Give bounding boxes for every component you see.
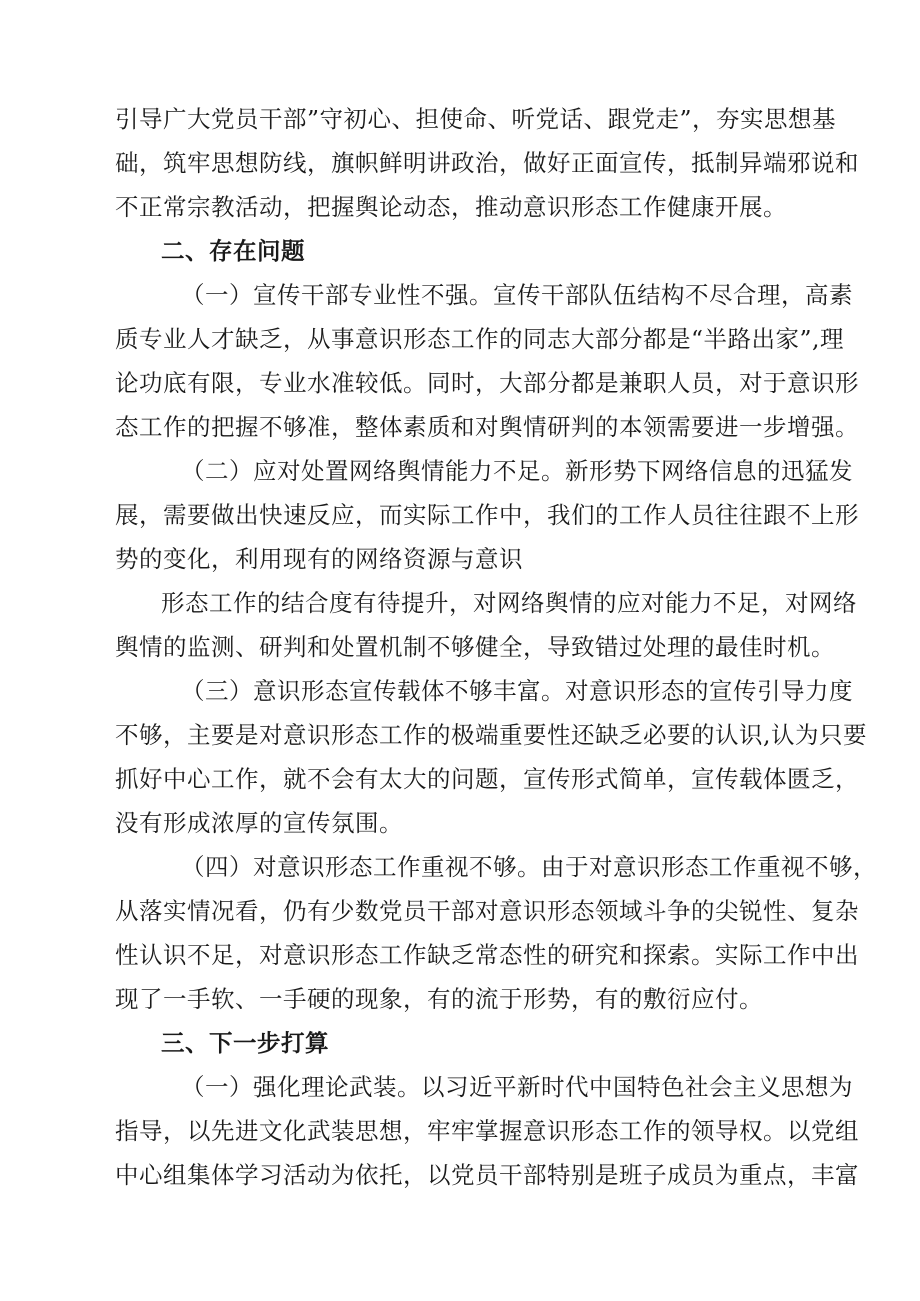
body-text-line: 现了一手软、一手硬的现象，有的流于形势，有的敷衍应付。 [115, 985, 763, 1013]
body-text-line: 舆情的监测、研判和处置机制不够健全，导致错过处理的最佳时机。 [115, 633, 835, 661]
body-text-line: 没有形成浓厚的宣传氛围。 [115, 809, 403, 837]
paragraph-first-line: （四）对意识形态工作重视不够。由于对意识形态工作重视不够， [181, 853, 877, 881]
body-text-line: 态工作的把握不够准，整体素质和对舆情研判的本领需要进一步增强。 [115, 413, 859, 441]
body-text-line: 础，筑牢思想防线，旗帜鲜明讲政治，做好正面宣传，抵制异端邪说和 [115, 149, 859, 177]
section-heading-next-steps: 三、下一步打算 [161, 1029, 329, 1057]
body-text-line: 指导，以先进文化武装思想，牢牢掌握意识形态工作的领导权。以党组 [115, 1117, 859, 1145]
body-text-line: 性认识不足，对意识形态工作缺乏常态性的研究和探索。实际工作中出 [115, 941, 859, 969]
paragraph-first-line: 形态工作的结合度有待提升，对网络舆情的应对能力不足，对网络 [161, 589, 857, 617]
body-text-line: 中心组集体学习活动为依托，以党员干部特别是班子成员为重点，丰富 [115, 1161, 859, 1189]
body-text-line: 势的变化，利用现有的网络资源与意识 [115, 545, 523, 573]
body-text-line: 质专业人才缺乏，从事意识形态工作的同志大部分都是“半路出家”,理 [115, 325, 844, 353]
body-text-line: 不够，主要是对意识形态工作的极端重要性还缺乏必要的认识,认为只要 [115, 721, 867, 749]
paragraph-first-line: （一）强化理论武装。以习近平新时代中国特色社会主义思想为 [181, 1073, 853, 1101]
body-text-line: 展，需要做出快速反应，而实际工作中，我们的工作人员往往跟不上形 [115, 501, 859, 529]
paragraph-first-line: （三）意识形态宣传载体不够丰富。对意识形态的宣传引导力度 [181, 677, 853, 705]
body-text-line: 从落实情况看，仍有少数党员干部对意识形态领域斗争的尖锐性、复杂 [115, 897, 859, 925]
body-text-line: 论功底有限，专业水准较低。同时，大部分都是兼职人员，对于意识形 [115, 369, 859, 397]
body-text-line: 不正常宗教活动，把握舆论动态，推动意识形态工作健康开展。 [115, 193, 787, 221]
section-heading-problems: 二、存在问题 [161, 237, 305, 265]
body-text-line: 引导广大党员干部”守初心、担使命、听党话、跟党走”，夯实思想基 [115, 105, 837, 133]
paragraph-first-line: （二）应对处置网络舆情能力不足。新形势下网络信息的迅猛发 [181, 457, 853, 485]
body-text-line: 抓好中心工作，就不会有太大的问题，宣传形式简单，宣传载体匮乏， [115, 765, 859, 793]
paragraph-first-line: （一）宣传干部专业性不强。宣传干部队伍结构不尽合理，高素 [181, 281, 853, 309]
